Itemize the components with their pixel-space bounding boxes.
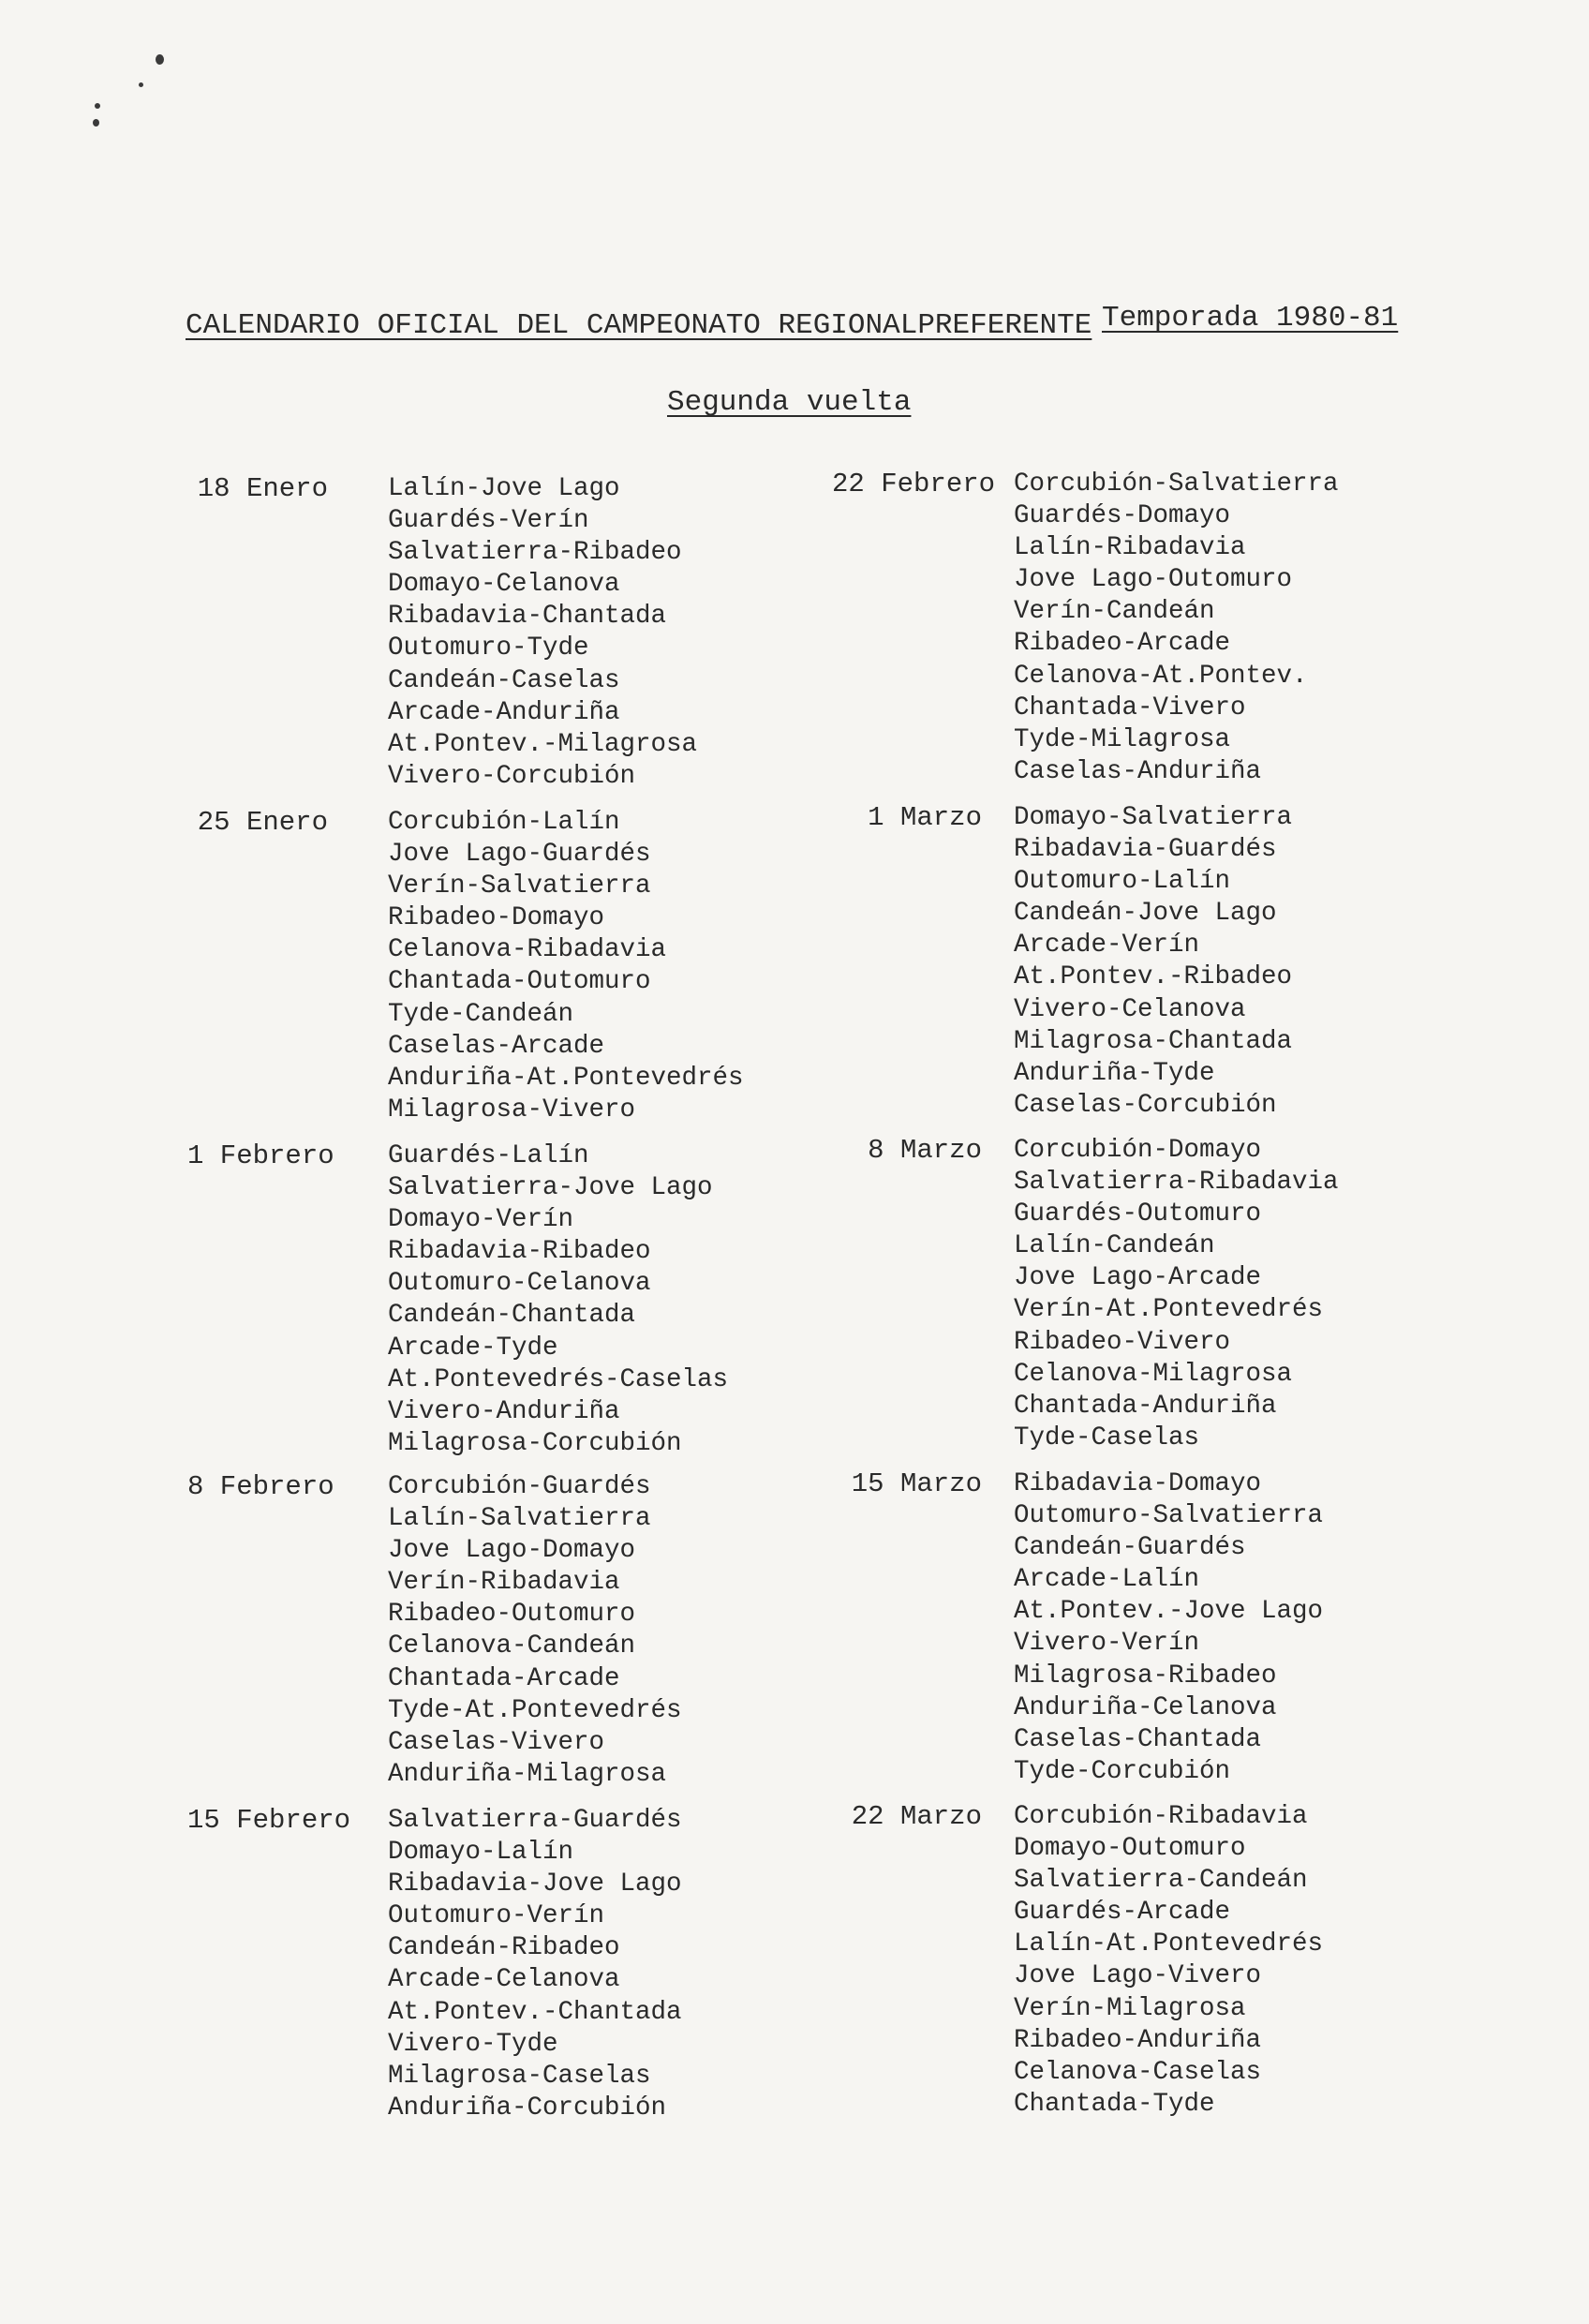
fixture-item: Vivero-Tyde [388, 2029, 558, 2059]
fixture-item: Jove Lago-Arcade [1014, 1263, 1262, 1293]
fixture-item: Arcade-Lalín [1014, 1565, 1200, 1595]
fixture-item: At.Pontev.-Milagrosa [388, 729, 698, 759]
fixture-item: Outomuro-Lalín [1014, 867, 1231, 897]
fixture-item: Tyde-Milagrosa [1014, 724, 1231, 754]
fixture-list [1014, 802, 1292, 1122]
fixture-item: Verín-Ribadavia [388, 1568, 620, 1598]
fixture-item: Vivero-Celanova [1014, 994, 1246, 1024]
fixture-item: Salvatierra-Candeán [1014, 1866, 1308, 1896]
fixture-item: Arcade-Verín [1014, 931, 1200, 961]
fixture-item: Verín-At.Pontevedrés [1014, 1295, 1324, 1325]
matchday-date: 18 Enero [197, 473, 328, 504]
fixture-item: Corcubión-Domayo [1014, 1136, 1262, 1165]
fixture-item: Lalín-Jove Lago [388, 474, 620, 503]
fixture-item: At.Pontev.-Chantada [388, 1997, 682, 2027]
ink-spot [93, 119, 99, 127]
fixture-item: Milagrosa-Corcubión [388, 1428, 682, 1458]
fixture-item: Candeán-Jove Lago [1014, 899, 1277, 929]
fixture-item: Salvatierra-Jove Lago [388, 1173, 713, 1203]
fixture-item: Milagrosa-Chantada [1014, 1026, 1293, 1056]
fixture-item: Ribadavia-Chantada [388, 602, 667, 632]
matchday-date: 15 Febrero [187, 1805, 351, 1836]
fixture-item: Anduriña-Milagrosa [388, 1759, 667, 1789]
fixture-item: Lalín-At.Pontevedrés [1014, 1929, 1324, 1959]
fixture-item: Candeán-Ribadeo [388, 1933, 620, 1963]
fixture-item: Caselas-Corcubión [1014, 1090, 1277, 1120]
fixture-item: Arcade-Celanova [388, 1965, 620, 1995]
fixture-item: Guardés-Domayo [1014, 501, 1231, 531]
fixture-item: Guardés-Lalín [388, 1141, 589, 1170]
fixture-item: At.Pontev.-Ribadeo [1014, 962, 1293, 992]
fixture-item: Caselas-Chantada [1014, 1724, 1262, 1754]
matchday-date: 1 Marzo [868, 802, 982, 833]
fixture-item: Candeán-Caselas [388, 665, 620, 695]
fixture-item: Ribadavia-Jove Lago [388, 1870, 682, 1899]
fixture-item: Milagrosa-Ribadeo [1014, 1661, 1277, 1691]
fixture-item: Corcubión-Lalín [388, 808, 620, 837]
fixture-item: Domayo-Lalín [388, 1838, 574, 1868]
ink-spot [156, 54, 164, 65]
fixture-item: Chantada-Tyde [1014, 2089, 1215, 2119]
fixture-list [388, 807, 744, 1126]
matchday-date: 8 Febrero [187, 1471, 334, 1502]
fixture-item: Outomuro-Verín [388, 1901, 605, 1931]
fixture-item: Tyde-Candeán [388, 999, 574, 1029]
fixture-item: Outomuro-Salvatierra [1014, 1501, 1324, 1531]
fixture-item: Verín-Candeán [1014, 597, 1215, 627]
fixture-item: At.Pontev.-Jove Lago [1014, 1597, 1324, 1627]
fixture-item: Anduriña-Tyde [1014, 1058, 1215, 1088]
fixture-list [388, 1805, 682, 2124]
fixture-item: Verín-Salvatierra [388, 872, 651, 901]
fixture-item: Vivero-Verín [1014, 1629, 1200, 1659]
fixture-list [388, 473, 697, 793]
fixture-item: Tyde-Corcubión [1014, 1756, 1231, 1786]
fixture-item: Verín-Milagrosa [1014, 1993, 1246, 2023]
fixture-item: Tyde-Caselas [1014, 1423, 1200, 1452]
fixture-item: Chantada-Arcade [388, 1663, 620, 1693]
fixture-item: Guardés-Arcade [1014, 1898, 1231, 1928]
fixture-item: Domayo-Celanova [388, 570, 620, 600]
fixture-list [1014, 1135, 1339, 1454]
fixture-item: Jove Lago-Guardés [388, 840, 651, 870]
fixture-item: Domayo-Outomuro [1014, 1834, 1246, 1864]
fixture-item: Tyde-At.Pontevedrés [388, 1695, 682, 1725]
fixture-item: Candeán-Chantada [388, 1301, 636, 1331]
fixture-item: Caselas-Anduriña [1014, 756, 1262, 786]
fixture-item: Ribadavia-Ribadeo [388, 1237, 651, 1267]
ink-spot [139, 82, 143, 87]
fixture-item: Celanova-Ribadavia [388, 935, 667, 965]
fixture-item: Celanova-Caselas [1014, 2057, 1262, 2087]
document-title: CALENDARIO OFICIAL DEL CAMPEONATO REGIONALPREFERENTE [186, 309, 1092, 342]
fixture-item: Celanova-At.Pontev. [1014, 661, 1308, 691]
fixture-item: Lalín-Salvatierra [388, 1504, 651, 1534]
fixture-list [388, 1140, 728, 1460]
fixture-item: Caselas-Arcade [388, 1031, 605, 1061]
matchday-date: 15 Marzo [851, 1468, 982, 1499]
fixture-item: Guardés-Verín [388, 506, 589, 536]
fixture-list [1014, 1468, 1323, 1788]
fixture-item: Ribadavia-Domayo [1014, 1469, 1262, 1498]
fixture-item: Jove Lago-Domayo [388, 1536, 636, 1566]
matchday-date: 22 Febrero [832, 469, 996, 499]
season-label: Temporada 1980-81 [1102, 302, 1399, 335]
matchday-date: 22 Marzo [851, 1801, 982, 1832]
fixture-item: Chantada-Vivero [1014, 693, 1246, 723]
fixture-item: Ribadeo-Anduriña [1014, 2025, 1262, 2055]
fixture-item: Ribadeo-Vivero [1014, 1327, 1231, 1357]
fixture-item: Chantada-Outomuro [388, 967, 651, 997]
ink-spot [95, 103, 100, 109]
fixture-item: Candeán-Guardés [1014, 1533, 1246, 1563]
fixture-item: Corcubión-Salvatierra [1014, 469, 1339, 499]
fixture-item: At.Pontevedrés-Caselas [388, 1364, 729, 1394]
fixture-list [1014, 469, 1339, 788]
fixture-item: Arcade-Anduriña [388, 697, 620, 727]
fixture-list [1014, 1801, 1323, 2121]
matchday-date: 25 Enero [197, 807, 328, 838]
fixture-item: Corcubión-Guardés [388, 1472, 651, 1501]
fixture-list [388, 1471, 682, 1791]
fixture-item: Ribadeo-Domayo [388, 903, 605, 933]
fixture-item: Chantada-Anduriña [1014, 1391, 1277, 1421]
fixture-item: Salvatierra-Ribadavia [1014, 1168, 1339, 1198]
fixture-item: Celanova-Milagrosa [1014, 1359, 1293, 1389]
fixture-item: Jove Lago-Outomuro [1014, 565, 1293, 595]
fixture-item: Salvatierra-Guardés [388, 1806, 682, 1835]
fixture-item: Ribadeo-Outomuro [388, 1600, 636, 1630]
fixture-item: Jove Lago-Vivero [1014, 1961, 1262, 1991]
fixture-item: Corcubión-Ribadavia [1014, 1802, 1308, 1831]
fixture-item: Outomuro-Celanova [388, 1269, 651, 1299]
fixture-item: Domayo-Salvatierra [1014, 803, 1293, 832]
fixture-item: Ribadavia-Guardés [1014, 835, 1277, 865]
fixture-item: Lalín-Candeán [1014, 1231, 1215, 1261]
fixture-item: Ribadeo-Arcade [1014, 629, 1231, 659]
fixture-item: Guardés-Outomuro [1014, 1199, 1262, 1229]
fixture-item: Milagrosa-Caselas [388, 2061, 651, 2091]
matchday-date: 8 Marzo [868, 1135, 982, 1166]
fixture-item: Vivero-Anduriña [388, 1396, 620, 1426]
fixture-item: Anduriña-Celanova [1014, 1692, 1277, 1722]
fixture-item: Outomuro-Tyde [388, 633, 589, 663]
fixture-item: Milagrosa-Vivero [388, 1095, 636, 1125]
fixture-item: Celanova-Candeán [388, 1631, 636, 1661]
fixture-item: Anduriña-At.Pontevedrés [388, 1063, 744, 1093]
fixture-item: Anduriña-Corcubión [388, 2093, 667, 2123]
fixture-item: Domayo-Verín [388, 1205, 574, 1235]
document-subtitle: Segunda vuelta [667, 386, 912, 419]
fixture-item: Caselas-Vivero [388, 1727, 605, 1757]
fixture-item: Vivero-Corcubión [388, 761, 636, 791]
fixture-item: Lalín-Ribadavia [1014, 533, 1246, 563]
matchday-date: 1 Febrero [187, 1140, 334, 1171]
fixture-item: Arcade-Tyde [388, 1333, 558, 1363]
fixture-item: Salvatierra-Ribadeo [388, 538, 682, 568]
